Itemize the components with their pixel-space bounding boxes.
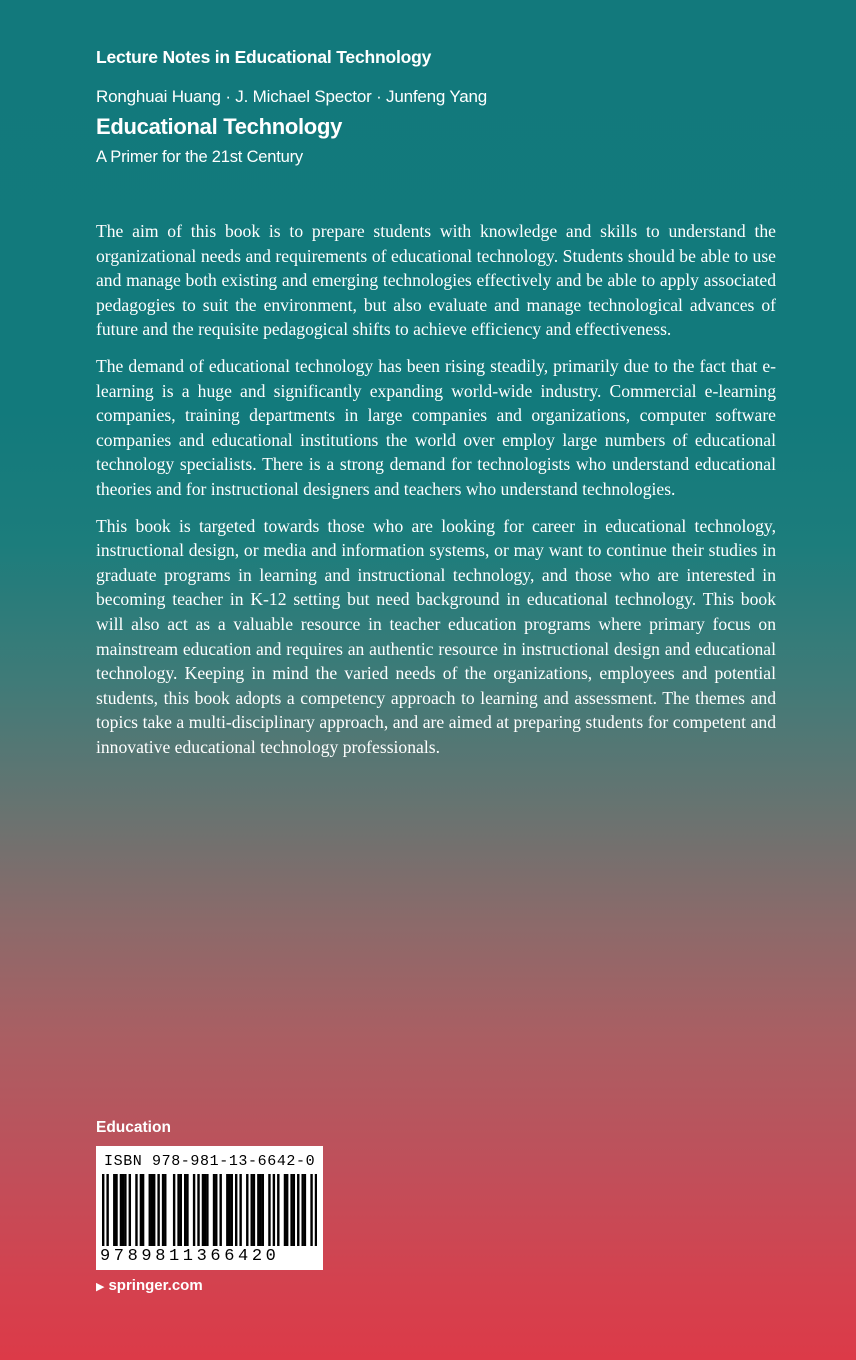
isbn-label: ISBN 978-981-13-6642-0	[104, 1153, 316, 1170]
isbn-barcode	[96, 1146, 323, 1270]
barcode-digits: 9789811366420	[100, 1247, 280, 1266]
description-paragraph-1: The aim of this book is to prepare students with knowledge and skills to understand the organizational needs and requirements of educational technology. Students should be able to use and manage both existing and emerging technologies effectively and be able to apply associated pedagogies to suit the environment, but also evaluate and manage technological advances of future and the requisite pedagogical shifts to achieve efficiency and effectiveness.	[96, 221, 776, 340]
springer-link-label: springer.com	[108, 1277, 203, 1294]
book-title: Educational Technology	[96, 114, 343, 139]
description-paragraph-3: This book is targeted towards those who are looking for career in educational technology, instructional design, or media and information systems, or may want to continue their studies in graduate programs in learning and instructional technology, and those who are interested in becoming teacher in K-12 setting but need background in educational technology. This book will also act as a valuable resource in teacher education programs where primary focus on mainstream education and requires an authentic resource in instructional design and educational technology. Keeping in mind the varied needs of the organizations, employees and potential students, this book adopts a competency approach to learning and assessment. The themes and topics take a multi-disciplinary approach, and are aimed at preparing students for competent and innovative educational technology professionals.	[96, 515, 776, 757]
arrow-right-icon: ▶	[96, 1281, 105, 1293]
series-title: Lecture Notes in Educational Technology	[96, 47, 432, 67]
description-paragraph-2: The demand of educational technology has been rising steadily, primarily due to the fact that e-learning is a huge and significantly expanding world-wide industry. Commercial e-learning companies, training departments in large companies and organizations, computer software companies and educational institutions the world over employ large numbers of educational technology specialists. There is a strong demand for technologists who understand educational theories and for instructional designers and teachers who understand technologies.	[96, 355, 776, 499]
subject-category: Education	[96, 1119, 171, 1136]
barcode-bars-icon	[102, 1174, 317, 1246]
authors: Ronghuai Huang · J. Michael Spector · Junfeng Yang	[96, 87, 488, 106]
book-subtitle: A Primer for the 21st Century	[96, 148, 303, 166]
back-cover-description	[96, 219, 776, 771]
springer-link[interactable]	[96, 1277, 203, 1294]
